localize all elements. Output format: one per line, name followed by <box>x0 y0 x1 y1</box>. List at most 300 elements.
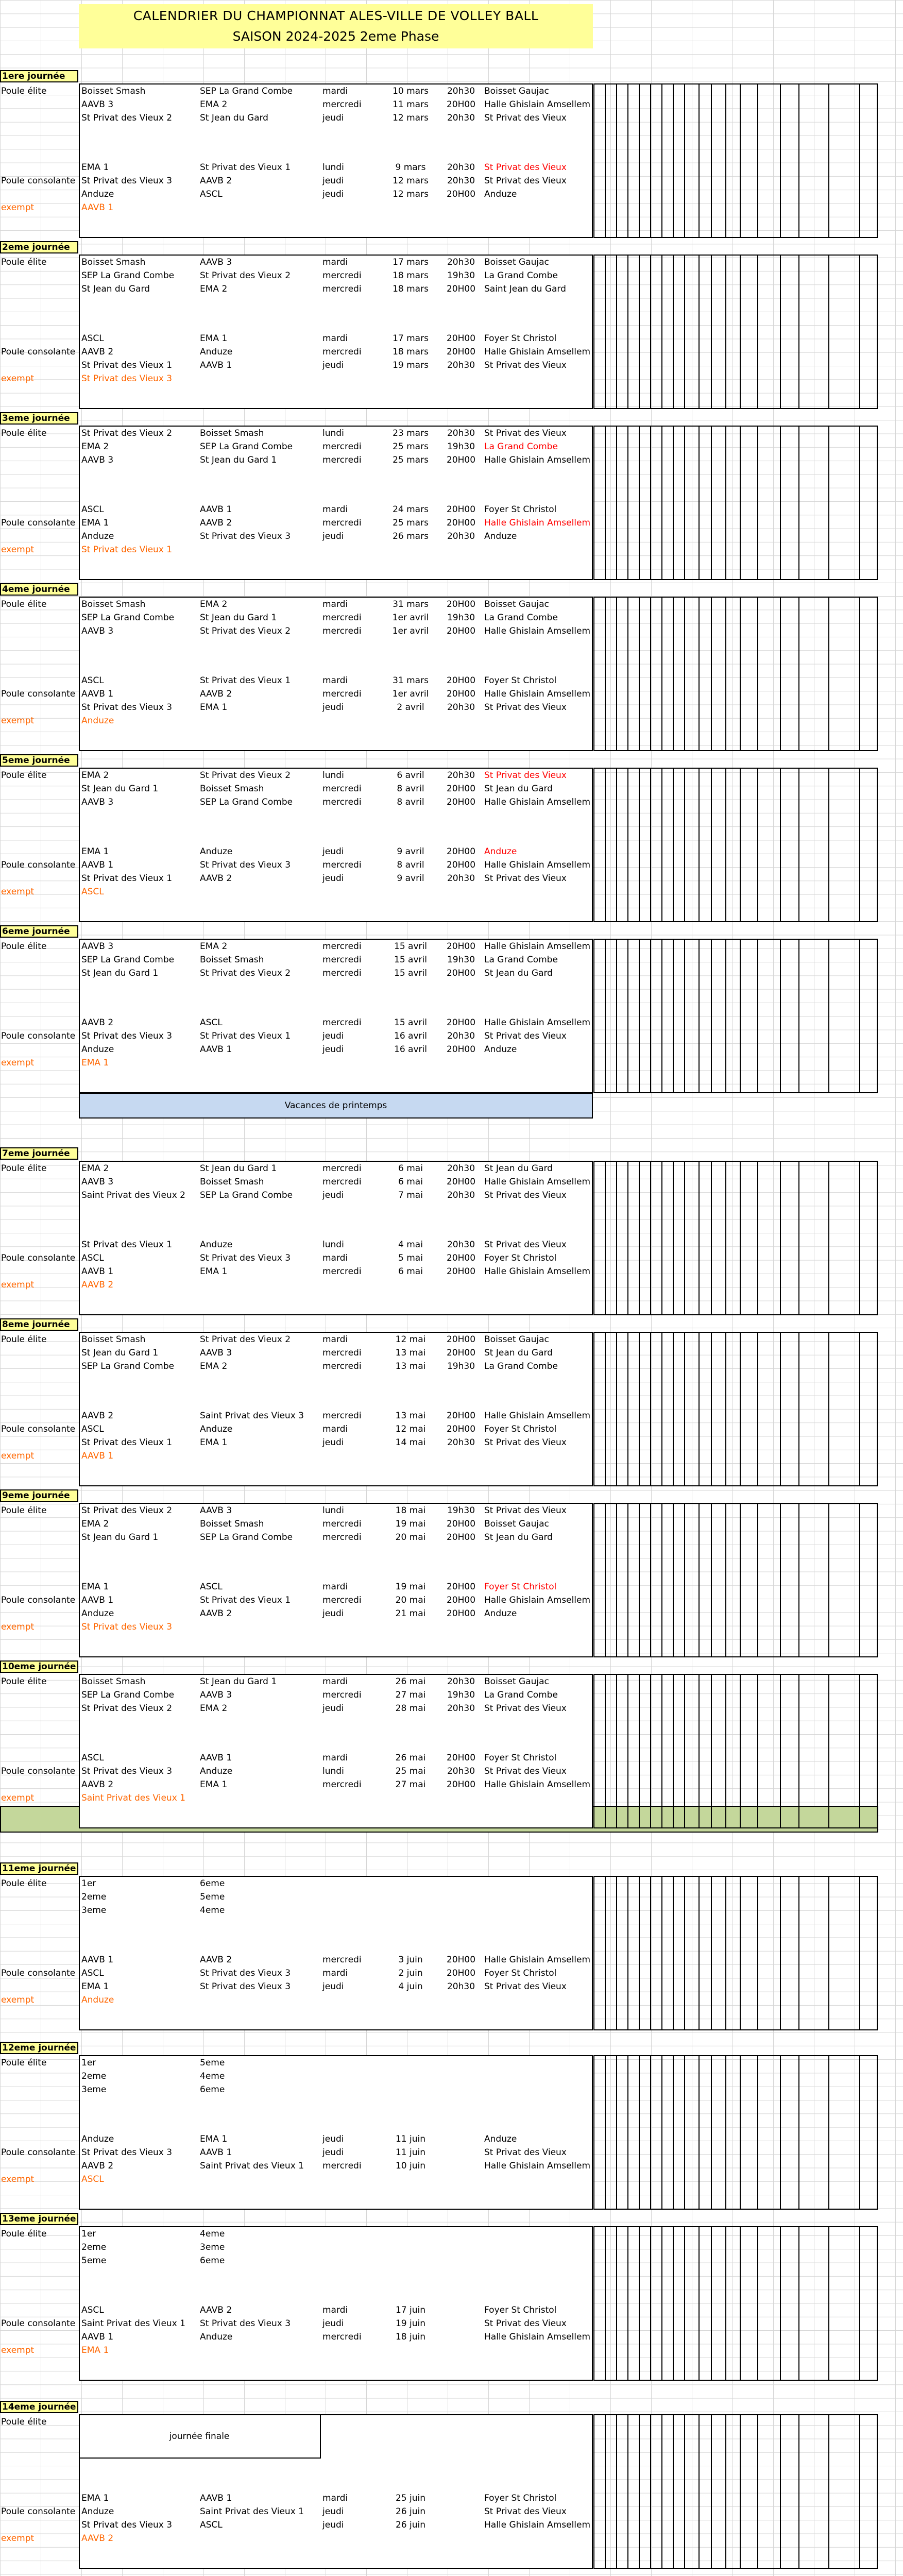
grid-line <box>673 2414 674 2569</box>
grid-line <box>698 939 700 1093</box>
match-time: 20H00 <box>446 455 476 465</box>
away-team: St Privat des Vieux 2 <box>200 770 291 781</box>
journee-title: 2eme journée <box>0 241 78 253</box>
poule-consolante-label: Poule consolante <box>1 1766 76 1776</box>
grid-line <box>593 237 878 238</box>
match-time: 20h30 <box>447 770 475 781</box>
grid-line <box>684 1674 685 1828</box>
grid-line <box>684 2414 685 2569</box>
poule-elite-label: Poule élite <box>1 2058 47 2068</box>
home-team: SEP La Grand Combe <box>81 270 175 281</box>
grid-line <box>859 1161 860 1315</box>
match-venue: Boisset Gaujac <box>484 257 549 267</box>
grid-line <box>698 255 700 409</box>
grid-line <box>798 2226 799 2381</box>
match-day: mercredi <box>322 1411 362 1421</box>
match-time: 19h30 <box>447 270 475 281</box>
poule-elite-label: Poule élite <box>1 941 47 952</box>
match-date: 25 mars <box>393 442 429 452</box>
match-date: 8 avril <box>397 797 424 807</box>
grid-line <box>740 597 741 751</box>
grid-line <box>673 2226 674 2381</box>
grid-line <box>593 1332 878 1333</box>
grid-line <box>593 83 594 238</box>
grid-line <box>725 426 726 580</box>
journee-title: 13eme journée <box>0 2213 78 2225</box>
grid-line <box>616 2055 617 2210</box>
grid-line <box>698 768 700 922</box>
match-date: 6 mai <box>398 1266 423 1277</box>
grid-line <box>593 1876 878 1877</box>
grid-line <box>780 426 781 580</box>
grid-line <box>725 1332 726 1486</box>
match-venue: Saint Jean du Gard <box>484 284 566 294</box>
grid-line <box>639 597 640 751</box>
match-day: lundi <box>322 1240 344 1250</box>
match-day: mardi <box>322 1253 348 1263</box>
away-team: 6eme <box>200 1878 225 1889</box>
grid-line <box>605 2226 606 2381</box>
grid-line <box>740 1503 741 1657</box>
poule-consolante-label: Poule consolante <box>1 689 76 699</box>
grid-line <box>780 255 781 409</box>
grid-line <box>798 255 799 409</box>
home-team: ASCL <box>81 1253 104 1263</box>
grid-line <box>711 1674 712 1828</box>
grid-line <box>661 255 662 409</box>
home-team: AAVB 1 <box>81 2332 114 2342</box>
match-date: 31 mars <box>393 675 429 686</box>
grid-line <box>798 1876 799 2030</box>
match-date: 6 avril <box>397 770 424 781</box>
exempt-team: Saint Privat des Vieux 1 <box>81 1793 185 1803</box>
match-venue: St Privat des Vieux <box>484 1240 567 1250</box>
home-team: Anduze <box>81 531 114 541</box>
grid-line <box>859 768 860 922</box>
match-date: 16 avril <box>394 1031 427 1041</box>
match-day: mercredi <box>322 1266 362 1277</box>
grid-line <box>593 2226 878 2227</box>
match-day: mercredi <box>322 860 362 870</box>
grid-line <box>877 939 878 1093</box>
grid-line <box>616 83 617 238</box>
match-day: lundi <box>322 162 344 173</box>
match-time: 19h30 <box>447 613 475 623</box>
home-team: EMA 2 <box>81 1519 109 1529</box>
away-team: AAVB 3 <box>200 257 232 267</box>
match-venue: St Privat des Vieux <box>484 1505 567 1516</box>
grid-line <box>698 1876 700 2030</box>
grid-line <box>605 1332 606 1486</box>
grid-line <box>740 1674 741 1828</box>
grid-line <box>593 2568 878 2569</box>
grid-line <box>627 1503 628 1657</box>
match-day: mercredi <box>322 968 362 978</box>
match-time: 20H00 <box>446 1582 476 1592</box>
grid-line <box>828 255 829 409</box>
poule-consolante-label: Poule consolante <box>1 860 76 870</box>
grid-line <box>661 426 662 580</box>
match-day: mercredi <box>322 2332 362 2342</box>
match-day: mercredi <box>322 1163 362 1174</box>
away-team: SEP La Grand Combe <box>200 1190 293 1200</box>
home-team: AAVB 2 <box>81 1780 114 1790</box>
match-time: 20h30 <box>447 702 475 713</box>
match-venue: Foyer St Christol <box>484 2493 557 2503</box>
grid-line <box>859 2055 860 2210</box>
grid-line <box>605 768 606 922</box>
grid-line <box>684 1332 685 1486</box>
home-team: AAVB 1 <box>81 1595 114 1605</box>
grid-line <box>627 1161 628 1315</box>
grid-line <box>798 1161 799 1315</box>
match-venue: St Privat des Vieux <box>484 2318 567 2329</box>
match-venue: Halle Ghislain Amsellem <box>484 518 591 528</box>
match-date: 7 mai <box>398 1190 423 1200</box>
grid-line <box>698 1674 700 1828</box>
home-team: SEP La Grand Combe <box>81 1361 175 1371</box>
grid-line <box>698 83 700 238</box>
match-date: 15 avril <box>394 1018 427 1028</box>
match-time: 19h30 <box>447 442 475 452</box>
grid-line <box>684 1876 685 2030</box>
grid-line <box>780 939 781 1093</box>
grid-line <box>740 1161 741 1315</box>
grid-line <box>877 2055 878 2210</box>
away-team: EMA 1 <box>200 702 228 713</box>
home-team: St Privat des Vieux 2 <box>81 1505 173 1516</box>
match-venue: Anduze <box>484 2134 517 2144</box>
home-team: AAVB 1 <box>81 1955 114 1965</box>
grid-line <box>757 2226 758 2381</box>
match-time: 20H00 <box>446 1519 476 1529</box>
grid-line <box>593 1876 594 2030</box>
exempt-label: exempt <box>1 2533 35 2544</box>
grid-line <box>684 768 685 922</box>
match-day: mercredi <box>322 1018 362 1028</box>
match-day: jeudi <box>322 2506 344 2517</box>
home-team: St Privat des Vieux 1 <box>81 873 173 884</box>
grid-line <box>684 939 685 1093</box>
match-time: 20h30 <box>447 1676 475 1687</box>
grid-line <box>757 426 758 580</box>
journee-title: 4eme journée <box>0 583 78 596</box>
grid-line <box>593 1656 878 1657</box>
grid-line <box>593 921 878 922</box>
match-day: jeudi <box>322 360 344 370</box>
match-date: 26 mai <box>395 1753 426 1763</box>
grid-line <box>698 426 700 580</box>
grid-line <box>605 1161 606 1315</box>
journee-block <box>0 241 903 411</box>
grid-line <box>684 255 685 409</box>
grid-line <box>711 597 712 751</box>
grid-line <box>593 408 878 409</box>
exempt-team: Anduze <box>81 716 114 726</box>
grid-line <box>828 939 829 1093</box>
match-time: 20H00 <box>446 1348 476 1358</box>
home-team: Boisset Smash <box>81 1334 146 1345</box>
grid-line <box>859 83 860 238</box>
poule-consolante-label: Poule consolante <box>1 2147 76 2158</box>
home-team: 2eme <box>81 2071 107 2081</box>
grid-line <box>593 768 878 769</box>
match-day: mercredi <box>322 455 362 465</box>
score-grid <box>593 2226 878 2381</box>
match-day: jeudi <box>322 531 344 541</box>
grid-line <box>639 2055 640 2210</box>
home-team: St Privat des Vieux 3 <box>81 1766 173 1776</box>
match-venue: St Privat des Vieux <box>484 360 567 370</box>
match-time: 19h30 <box>447 1361 475 1371</box>
away-team: Boisset Smash <box>200 1177 264 1187</box>
grid-line <box>593 2209 878 2210</box>
away-team: St Privat des Vieux 2 <box>200 270 291 281</box>
match-time: 20H00 <box>446 941 476 952</box>
grid-line <box>877 768 878 922</box>
home-team: St Jean du Gard 1 <box>81 968 159 978</box>
match-date: 9 avril <box>397 846 424 857</box>
match-time: 20H00 <box>446 846 476 857</box>
grid-line <box>725 255 726 409</box>
match-date: 26 mai <box>395 1676 426 1687</box>
grid-line <box>650 426 651 580</box>
grid-line <box>673 255 674 409</box>
match-venue: St Privat des Vieux <box>484 770 567 781</box>
grid-line <box>698 2055 700 2210</box>
match-date: 13 mai <box>395 1411 426 1421</box>
grid-line <box>593 1161 878 1162</box>
poule-elite-label: Poule élite <box>1 770 47 781</box>
home-team: ASCL <box>81 1968 104 1978</box>
poule-consolante-label: Poule consolante <box>1 176 76 186</box>
journee-table <box>79 2226 593 2381</box>
match-venue: St Privat des Vieux <box>484 873 567 884</box>
away-team: AAVB 2 <box>200 689 232 699</box>
away-team: 4eme <box>200 2071 225 2081</box>
away-team: AAVB 1 <box>200 360 232 370</box>
match-venue: Boisset Gaujac <box>484 1519 549 1529</box>
home-team: 2eme <box>81 2242 107 2252</box>
match-day: mardi <box>322 2493 348 2503</box>
grid-line <box>661 1674 662 1828</box>
away-team: SEP La Grand Combe <box>200 86 293 96</box>
away-team: Boisset Smash <box>200 955 264 965</box>
grid-line <box>798 597 799 751</box>
home-team: EMA 1 <box>81 846 109 857</box>
match-day: lundi <box>322 1766 344 1776</box>
grid-line <box>711 1332 712 1486</box>
away-team: Saint Privat des Vieux 3 <box>200 1411 304 1421</box>
away-team: EMA 1 <box>200 1266 228 1277</box>
grid-line <box>593 2226 594 2381</box>
grid-line <box>661 2055 662 2210</box>
grid-line <box>593 426 594 580</box>
match-time: 20H00 <box>446 1266 476 1277</box>
match-venue: La Grand Combe <box>484 442 558 452</box>
match-venue: Anduze <box>484 846 517 857</box>
grid-line <box>627 1332 628 1486</box>
grid-line <box>740 1876 741 2030</box>
match-time: 20H00 <box>446 675 476 686</box>
grid-line <box>673 597 674 751</box>
grid-line <box>725 2414 726 2569</box>
match-date: 4 juin <box>398 1981 423 1992</box>
match-date: 20 mai <box>395 1595 426 1605</box>
away-team: Saint Privat des Vieux 1 <box>200 2161 304 2171</box>
grid-line <box>627 1876 628 2030</box>
match-day: mardi <box>322 1753 348 1763</box>
grid-line <box>639 2226 640 2381</box>
grid-line <box>725 768 726 922</box>
match-date: 18 mars <box>393 347 429 357</box>
match-day: mardi <box>322 2305 348 2315</box>
match-time: 20h30 <box>447 1240 475 1250</box>
journee-block <box>0 1862 903 2032</box>
match-day: mercredi <box>322 1780 362 1790</box>
match-time: 20h30 <box>447 257 475 267</box>
grid-line <box>828 2226 829 2381</box>
match-venue: Halle Ghislain Amsellem <box>484 1018 591 1028</box>
grid-line <box>798 2055 799 2210</box>
poule-elite-label: Poule élite <box>1 1163 47 1174</box>
grid-line <box>650 1674 651 1828</box>
grid-line <box>698 1332 700 1486</box>
grid-line <box>711 2414 712 2569</box>
grid-line <box>798 768 799 922</box>
home-team: St Privat des Vieux 3 <box>81 2520 173 2530</box>
match-day: mardi <box>322 1968 348 1978</box>
grid-line <box>593 939 594 1093</box>
grid-line <box>616 939 617 1093</box>
home-team: St Privat des Vieux 2 <box>81 428 173 438</box>
grid-line <box>627 255 628 409</box>
match-date: 21 mai <box>395 1608 426 1619</box>
grid-line <box>877 1876 878 2030</box>
match-day: mercredi <box>322 442 362 452</box>
home-team: AAVB 2 <box>81 347 114 357</box>
match-venue: St Privat des Vieux <box>484 1031 567 1041</box>
match-time: 20H00 <box>446 797 476 807</box>
exempt-team: AAVB 2 <box>81 1280 114 1290</box>
match-date: 6 mai <box>398 1163 423 1174</box>
grid-line <box>757 768 758 922</box>
match-time: 20H00 <box>446 1780 476 1790</box>
grid-line <box>593 1503 878 1504</box>
score-grid <box>593 426 878 580</box>
grid-line <box>616 1161 617 1315</box>
match-date: 4 mai <box>398 1240 423 1250</box>
home-team: St Privat des Vieux 1 <box>81 360 173 370</box>
match-venue: St Privat des Vieux <box>484 428 567 438</box>
score-grid <box>593 1876 878 2030</box>
grid-line <box>605 255 606 409</box>
grid-line <box>616 1876 617 2030</box>
match-venue: Foyer St Christol <box>484 1968 557 1978</box>
match-date: 26 juin <box>395 2506 426 2517</box>
grid-line <box>877 1332 878 1486</box>
journee-title: 5eme journée <box>0 754 78 767</box>
journee-block <box>0 2042 903 2212</box>
home-team: EMA 1 <box>81 1582 109 1592</box>
match-time: 20H00 <box>446 518 476 528</box>
match-date: 1er avril <box>392 626 429 636</box>
match-time: 20H00 <box>446 333 476 344</box>
match-day: mercredi <box>322 270 362 281</box>
away-team: EMA 1 <box>200 1437 228 1448</box>
away-team: St Privat des Vieux 3 <box>200 531 291 541</box>
home-team: St Jean du Gard 1 <box>81 784 159 794</box>
match-day: mardi <box>322 333 348 344</box>
grid-line <box>757 255 758 409</box>
grid-line <box>859 1674 860 1828</box>
away-team: St Privat des Vieux 2 <box>200 968 291 978</box>
grid-line <box>711 2055 712 2210</box>
match-venue: St Privat des Vieux <box>484 702 567 713</box>
grid-line <box>616 426 617 580</box>
match-day: mercredi <box>322 1955 362 1965</box>
grid-line <box>740 83 741 238</box>
grid-line <box>725 1876 726 2030</box>
grid-line <box>877 426 878 580</box>
match-date: 8 avril <box>397 784 424 794</box>
grid-line <box>725 83 726 238</box>
grid-line <box>859 597 860 751</box>
away-team: AAVB 3 <box>200 1690 232 1700</box>
grid-line <box>593 939 878 940</box>
grid-line <box>593 1092 878 1093</box>
grid-line <box>673 1674 674 1828</box>
home-team: St Jean du Gard 1 <box>81 1532 159 1543</box>
match-time: 20h30 <box>447 162 475 173</box>
grid-line <box>798 2414 799 2569</box>
grid-line <box>711 426 712 580</box>
match-venue: Foyer St Christol <box>484 675 557 686</box>
grid-line <box>711 1161 712 1315</box>
season-subtitle: SAISON 2024-2025 2eme Phase <box>232 29 439 44</box>
grid-line <box>593 1485 878 1486</box>
away-team: St Privat des Vieux 2 <box>200 626 291 636</box>
exempt-team: AAVB 1 <box>81 1451 114 1461</box>
match-venue: Halle Ghislain Amsellem <box>484 99 591 110</box>
grid-line <box>711 939 712 1093</box>
grid-line <box>593 2380 878 2381</box>
match-date: 25 mars <box>393 455 429 465</box>
home-team: Anduze <box>81 1044 114 1055</box>
away-team: AAVB 1 <box>200 2493 232 2503</box>
match-time: 20h30 <box>447 360 475 370</box>
score-grid <box>593 255 878 409</box>
grid-line <box>593 2029 878 2030</box>
match-venue: Foyer St Christol <box>484 333 557 344</box>
away-team: ASCL <box>200 2520 223 2530</box>
match-time: 20H00 <box>446 784 476 794</box>
match-day: jeudi <box>322 2318 344 2329</box>
home-team: 1er <box>81 1878 96 1889</box>
match-date: 14 mai <box>395 1437 426 1448</box>
journee-block <box>0 925 903 1095</box>
match-time: 20h30 <box>447 531 475 541</box>
exempt-team: EMA 1 <box>81 2345 109 2355</box>
match-date: 27 mai <box>395 1780 426 1790</box>
grid-line <box>605 939 606 1093</box>
poule-consolante-label: Poule consolante <box>1 1968 76 1978</box>
grid-line <box>859 2414 860 2569</box>
home-team: 3eme <box>81 1905 107 1916</box>
match-date: 31 mars <box>393 599 429 609</box>
home-team: AAVB 3 <box>81 455 114 465</box>
away-team: St Jean du Gard <box>200 113 268 123</box>
